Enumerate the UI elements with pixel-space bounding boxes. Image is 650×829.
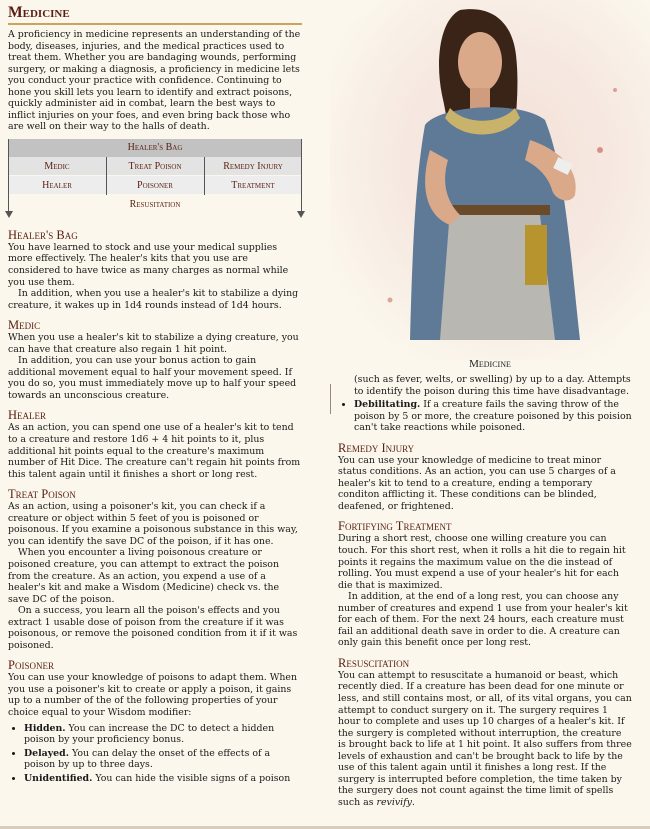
heading-poisoner: Poisoner [8, 658, 54, 673]
list-item [24, 748, 302, 771]
fortifying-treatment-text: In addition, at the end of a long rest, you can choose any number of creatures and expend 1 use from your healer's kit for each of them. For the next 24 hours, each creature must fail an additional death save in order to die. A creature can only gain this benefit once per long rest. [338, 591, 628, 649]
page-title: Medicine [8, 4, 70, 21]
property-term: Delayed. [24, 747, 69, 759]
tree-node-poisoner: Poisoner [137, 179, 173, 191]
illustration-caption: Medicine [469, 358, 511, 370]
poisoner-text: You can use your knowledge of poisons to adapt them. When you use a poisoner's kit to create or apply a poison, it gains up to a number of the of the following properties of your choice equal to your Wisdom modifier: [8, 672, 297, 718]
resuscitation-body: You can attempt to resuscitate a humanoid or beast, which recently died. If a creature has been dead for one minute or less, and still contains most, or all, of its vital organs, you can attempt to conduct surgery on it. The surgery requires 1 hour to complete and uses up 10 charges of a healer's kit. If the surgery is completed without interruption, the creature is brought back to life at 1 hit point. It also suffers from three levels of exhaustion and can't be brought back to life by the use of this talent again until it finishes a long rest. If the surgery is interrupted before completion, the time taken by the surgery does not count against the time limit of spells such as [338, 669, 632, 808]
heading-resuscitation: Resuscitation [338, 655, 410, 670]
heading-treat-poison: Treat Poison [8, 487, 76, 502]
fortifying-treatment-text: During a short rest, choose one willing creature you can touch. For this short rest, when it rolls a hit die to regain hit points it regains the maximum value on the die instead of rolling. You must expend a use of your healer's hit for each die that is maximized. [338, 533, 626, 591]
poisoner-properties-list [8, 723, 302, 785]
property-term: Unidentified. [24, 772, 93, 784]
heading-medic: Medic [8, 318, 41, 333]
heading-healer: Healer [8, 408, 47, 423]
tree-node-root: Healer's Bag [127, 141, 183, 153]
healers-bag-text: In addition, when you use a healer's kit to stabilize a dying creature, it wakes up in 1d4 rounds instead of 1d4 hours. [8, 288, 299, 311]
tree-edge [301, 139, 302, 215]
list-item [354, 399, 632, 434]
medic-text: When you use a healer's kit to stabilize a dying creature, you can have that creature also regain 1 hit point. [8, 332, 299, 355]
heading-healers-bag: Healer's Bag [8, 227, 78, 242]
treat-poison-text: As an action, using a poisoner's kit, you can check if a creature or object within 5 feet of you is poisoned or poisonous. If you examine a poisonous substance in this way, you can identify the save DC of the poison, if it has one. [8, 501, 298, 547]
property-text: If a creature fails the saving throw of the poison by 5 or more, the creature poisoned by this poision can't take reactions while poisoned. [354, 399, 632, 434]
property-term: Hidden. [24, 722, 66, 734]
tree-node-healer: Healer [42, 179, 72, 191]
healer-portrait [330, 0, 650, 360]
spell-name: revivify [376, 796, 412, 808]
tree-node-resusitation: Resusitation [129, 198, 181, 210]
tree-node-treat-poison: Treat Poison [128, 160, 182, 172]
medic-text: In addition, you can use your bonus action to gain additional movement equal to half your movement speed. If you do so, you must immediately move up to half your speed towards an unconscious creature. [8, 355, 297, 401]
arrow-down-icon [297, 211, 305, 219]
property-text: You can increase the DC to detect a hidden poison by your proficiency bonus. [24, 722, 275, 746]
poisoner-properties-list-cont [338, 399, 632, 434]
list-item [24, 773, 302, 785]
unidentified-continuation: (such as fever, welts, or swelling) by up to a day. Attempts to identify the poison during this time have disadvantage. [354, 374, 631, 397]
property-text: You can hide the visible signs of a poison [92, 772, 291, 784]
heading-fortifying-treatment: Fortifying Treatment [338, 519, 452, 534]
arrow-down-icon [5, 211, 13, 219]
tree-node-treatment: Treatment [231, 179, 275, 191]
property-term: Debilitating. [354, 399, 421, 411]
column-divider [330, 384, 331, 414]
left-column [8, 4, 302, 786]
right-column [338, 374, 632, 809]
tree-node-medic: Medic [44, 160, 70, 172]
treat-poison-text: On a success, you learn all the poison's effects and you extract 1 usable dose of poison from the creature if it was poisonous, or remove the poisoned condition from it if it was poisoned. [8, 605, 298, 651]
tree-edge [8, 139, 9, 215]
remedy-injury-text: You can use your knowledge of medicine to treat minor status conditions. As an action, you can use 5 charges of a healer's kit to tend to a creature, ending a temporary conditon afflicting it. These conditions can be blinded, deafened, or frightened. [338, 454, 616, 512]
treat-poison-text: When you encounter a living poisonous creature or poisoned creature, you can attempt to extract the poison from the creature. As an action, you expend a use of a healer's kit and make a Wisdom (Medicine) check vs. the save DC of the poison. [8, 547, 280, 605]
healers-bag-text: You have learned to stock and use your medical supplies more effectively. The healer's kits that you use are considered to have twice as many charges as normal while you use them. [8, 241, 289, 288]
heading-remedy-injury: Remedy Injury [338, 440, 415, 455]
resuscitation-end: . [411, 796, 415, 808]
property-text: You can delay the onset of the effects of a poison by up to three days. [24, 747, 271, 771]
title-rule [8, 23, 302, 25]
resuscitation-text [338, 670, 632, 809]
talent-tree [8, 139, 302, 221]
intro-paragraph: A proficiency in medicine represents an understanding of the body, diseases, injuries, and the medical practices used to treat them. Whether you are bandaging wounds, performing surgery, or making a diagnosis, a proficiency in medicine lets you conduct your practice with confidence. Continuing to hone you skill lets you learn to identify and extract poisons, quickly administer aid in combat, learn the best ways to inflict injuries on your foes, and even bring back those who are well on their way to the halls of death. [8, 29, 301, 133]
tree-node-remedy-injury: Remedy Injury [223, 160, 283, 172]
medicine-illustration [330, 0, 650, 360]
tree-divider [204, 157, 205, 195]
tree-divider [106, 157, 107, 195]
list-item [24, 723, 302, 746]
healer-text: As an action, you can spend one use of a healer's kit to tend to a creature and restore 1d6 + 4 hit points to it, plus additional hit points equal to the creature's maximum number of Hit Dice. The creature can't regain hit points from this talent again until it finishes a short or long rest. [8, 422, 301, 480]
